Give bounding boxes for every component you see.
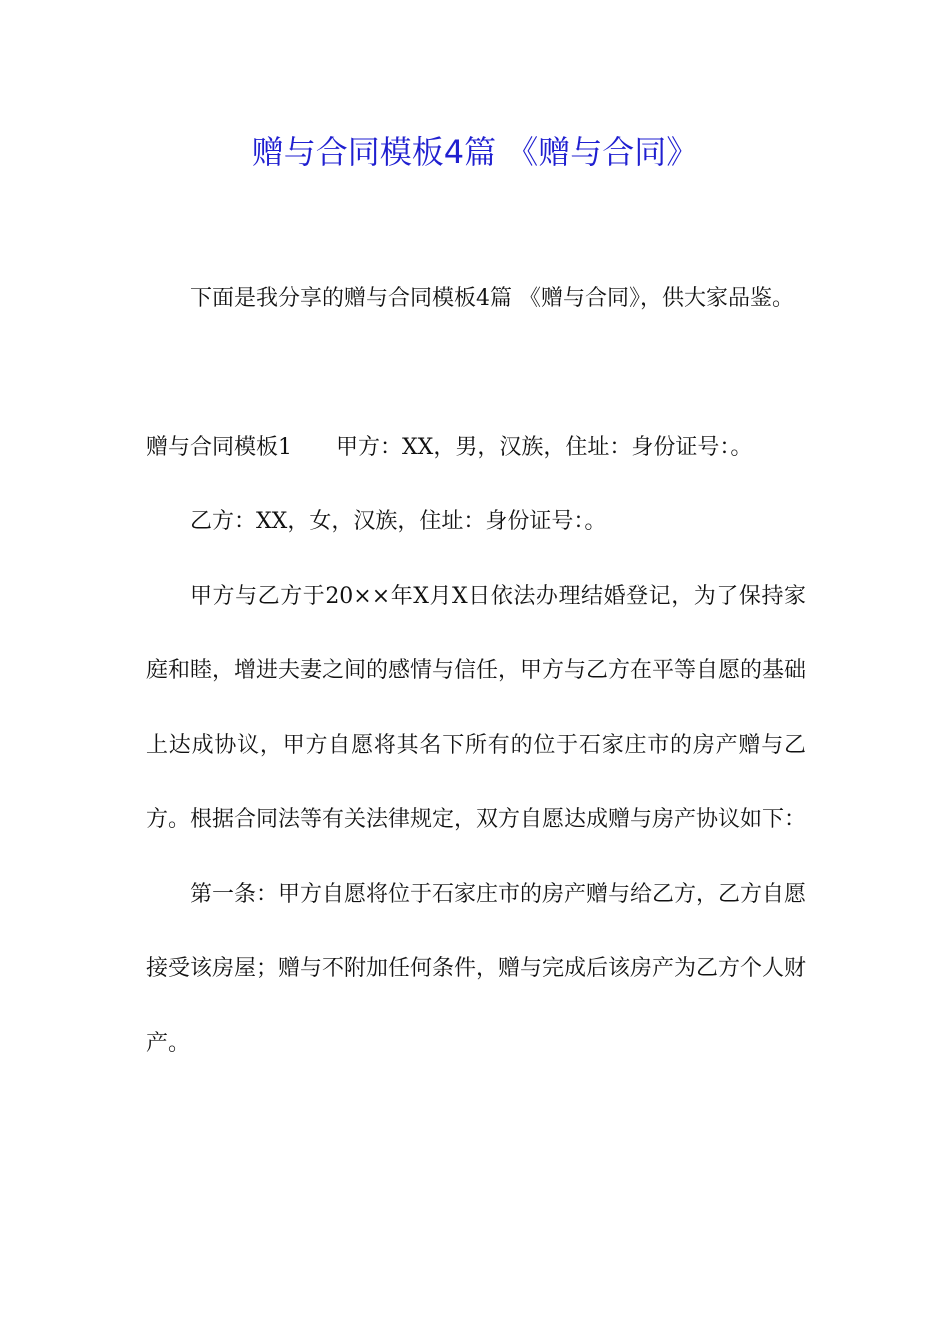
document-title: 赠与合同模板4篇 《赠与合同》 xyxy=(251,133,699,171)
body-paragraph-1: 甲方与乙方于20××年X月X日依法办理结婚登记，为了保持家庭和睦，增进夫妻之间的感情与信任，甲方与乙方在平等自愿的基础上达成协议，甲方自愿将其名下所有的位于石家庄市的房产赠与乙方。根据合同法等有关法律规定，双方自愿达成赠与房产协议如下： xyxy=(146,583,807,832)
paragraph-gap xyxy=(146,337,806,411)
party-a: 甲方：XX，男，汉族，住址：身份证号：。 xyxy=(336,434,753,460)
section-heading: 赠与合同模板1 xyxy=(146,434,292,460)
document-body xyxy=(146,262,806,1081)
section-line xyxy=(146,411,806,486)
article-1: 第一条：甲方自愿将位于石家庄市的房产赠与给乙方，乙方自愿接受该房屋；赠与不附加任何条件，赠与完成后该房产为乙方个人财产。 xyxy=(146,881,807,1056)
party-b: 乙方：XX，女，汉族，住址：身份证号：。 xyxy=(190,509,607,534)
intro-paragraph: 下面是我分享的赠与合同模板4篇 《赠与合同》，供大家品鉴。 xyxy=(190,286,794,311)
